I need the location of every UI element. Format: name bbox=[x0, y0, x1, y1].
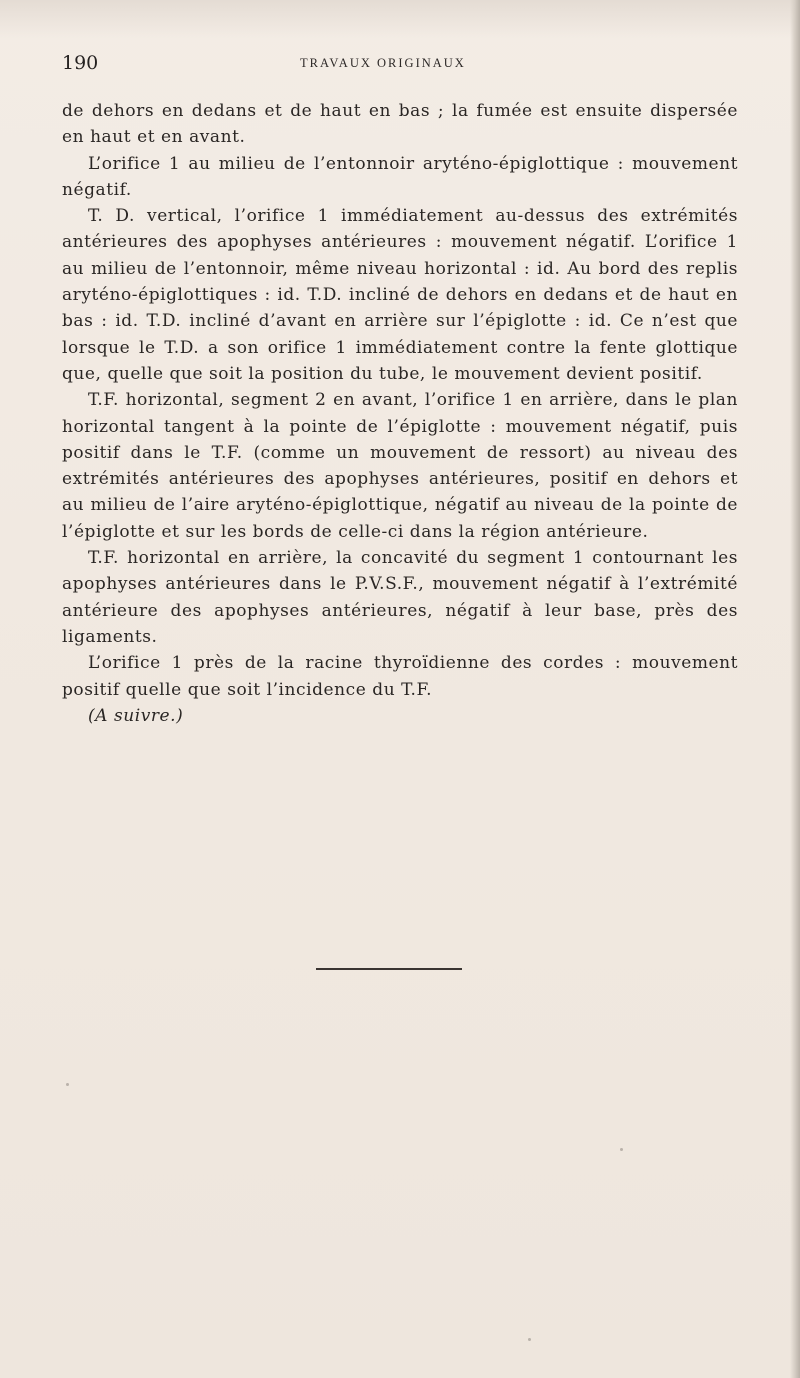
paper-speck bbox=[528, 1338, 531, 1341]
paragraph-5: T.F. horizontal en arrière, la concavité du segment 1 contournant les apophyses antérieures dans le P.V.S.F., mouvement négatif à l’extrémité antérieure des apophyses antérieures, négatif à leur base, près des ligaments. bbox=[62, 548, 738, 647]
paragraph-2: L’orifice 1 au milieu de l’entonnoir aryténo-épiglottique : mouvement négatif. bbox=[62, 153, 738, 200]
running-head: TRAVAUX ORIGINAUX bbox=[300, 56, 466, 70]
to-be-continued: (A suivre.) bbox=[88, 705, 184, 726]
body-text bbox=[62, 98, 738, 729]
paragraph-4: T.F. horizontal, segment 2 en avant, l’orifice 1 en arrière, dans le plan horizontal tangent à la pointe de l’épiglotte : mouvement négatif, puis positif dans le T.F. (comme un mouvement de ressort) au niveau des extrémités antérieures des apophyses antérieures, positif en dehors et au milieu de l’aire aryténo-épiglottique, négatif au niveau de la pointe de l’épiglotte et sur les bords de celle-ci dans la région antérieure. bbox=[62, 390, 738, 542]
section-end-rule bbox=[316, 968, 462, 970]
page-edge bbox=[790, 0, 800, 1378]
paper-speck bbox=[66, 1083, 69, 1086]
page-top-shadow bbox=[0, 0, 800, 38]
paragraph-3: T. D. vertical, l’orifice 1 immédiatement au-dessus des extrémités antérieures des apophyses antérieures : mouvement négatif. L’orifice 1 au milieu de l’entonnoir, même niveau horizontal : id. Au bord des replis aryténo-épiglottiques : id. T.D. incliné de dehors en dedans et de haut en bas : id. T.D. incliné d’avant en arrière sur l’épiglotte : id. Ce n’est que lorsque le T.D. a son orifice 1 immédiatement contre la fente glottique que, quelle que soit la position du tube, le mouvement devient positif. bbox=[62, 206, 738, 384]
paragraph-6: L’orifice 1 près de la racine thyroïdienne des cordes : mouvement positif quelle que soit l’incidence du T.F. bbox=[62, 653, 738, 700]
page-number: 190 bbox=[62, 52, 99, 74]
paper-speck bbox=[620, 1148, 623, 1151]
page-header bbox=[62, 52, 737, 82]
paragraph-1: de dehors en dedans et de haut en bas ; la fumée est ensuite dispersée en haut et en avant. bbox=[62, 101, 738, 148]
